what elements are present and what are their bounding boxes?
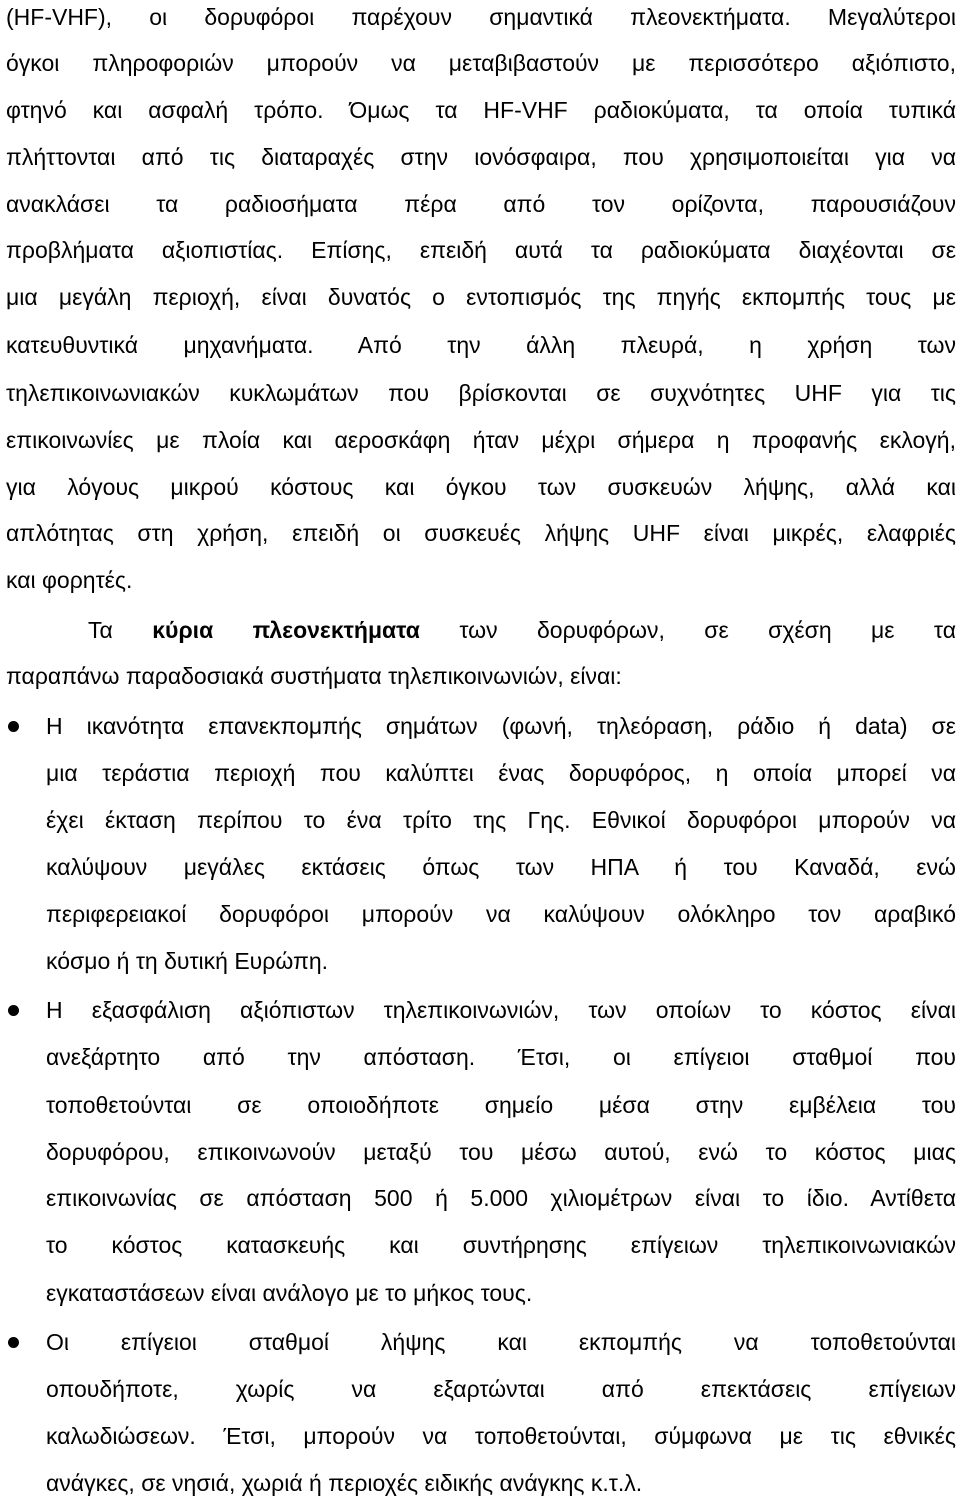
bullet-2-line-2: ανεξάρτητο από την απόσταση. Έτσι, οι επίγειοι σταθμοί που xyxy=(46,1044,956,1070)
intro-line-5: ανακλάσει τα ραδιοσήματα πέρα από τον ορίζοντα, παρουσιάζουν xyxy=(6,191,956,217)
bullet-2-line-1: Η εξασφάλιση αξιόπιστων τηλεπικοινωνιών, των οποίων το κόστος είναι xyxy=(46,997,956,1023)
bullet-3-line-2: οπουδήποτε, χωρίς να εξαρτώνται από επεκτάσεις επίγειων xyxy=(46,1376,956,1402)
bullet-3-line-4: ανάγκες, σε νησιά, χωριά ή περιοχές ειδικής ανάγκης κ.τ.λ. xyxy=(46,1470,643,1496)
intro-line-2: όγκοι πληροφοριών μπορούν να μεταβιβαστούν με περισσότερο αξιόπιστο, xyxy=(6,50,956,76)
intro-line-1: (HF-VHF), οι δορυφόροι παρέχουν σημαντικά πλεονεκτήματα. Μεγαλύτεροι xyxy=(6,4,956,30)
bullet-dot-1 xyxy=(8,721,19,732)
bullet-1-line-6: κόσμο ή τη δυτική Ευρώπη. xyxy=(46,948,329,974)
bullet-2-line-5: επικοινωνίας σε απόσταση 500 ή 5.000 χιλιομέτρων είναι το ίδιο. Αντίθετα xyxy=(46,1185,956,1211)
intro-line-8: κατευθυντικά μηχανήματα. Από την άλλη πλευρά, η χρήση των xyxy=(6,332,956,358)
bullet-dot-3 xyxy=(8,1337,19,1348)
intro-line-12: απλότητας στη χρήση, επειδή οι συσκευές λήψης UHF είναι μικρές, ελαφριές xyxy=(6,520,956,546)
bullet-1-line-3: έχει έκταση περίπου το ένα τρίτο της Γης. Εθνικοί δορυφόροι μπορούν να xyxy=(46,807,956,833)
bullet-3-line-3: καλωδιώσεων. Έτσι, μπορούν να τοποθετούνται, σύμφωνα με τις εθνικές xyxy=(46,1423,956,1449)
bullet-1-line-2: μια τεράστια περιοχή που καλύπτει ένας δορυφόρος, η οποία μπορεί να xyxy=(46,760,956,786)
bullet-3-line-1: Οι επίγειοι σταθμοί λήψης και εκπομπής να τοποθετούνται xyxy=(46,1329,956,1355)
bullet-2-line-6: το κόστος κατασκευής και συντήρησης επίγειων τηλεπικοινωνιακών xyxy=(46,1232,956,1258)
bullet-1-line-5: περιφερειακοί δορυφόροι μπορούν να καλύψουν ολόκληρο τον αραβικό xyxy=(46,901,956,927)
bullet-2-line-7: εγκαταστάσεων είναι ανάλογο με το μήκος τους. xyxy=(46,1280,533,1306)
bullet-2-line-4: δορυφόρου, επικοινωνούν μεταξύ του μέσω αυτού, ενώ το κόστος μιας xyxy=(46,1139,956,1165)
advantages-lead-line-2: παραπάνω παραδοσιακά συστήματα τηλεπικοινωνιών, είναι: xyxy=(6,663,622,689)
advantages-lead-after: των δορυφόρων, σε σχέση με τα xyxy=(419,617,956,643)
intro-line-7: μια μεγάλη περιοχή, είναι δυνατός ο εντοπισμός της πηγής εκπομπής τους με xyxy=(6,284,956,310)
intro-line-6: προβλήματα αξιοπιστίας. Επίσης, επειδή αυτά τα ραδιοκύματα διαχέονται σε xyxy=(6,237,956,263)
advantages-lead-line-1 xyxy=(88,615,956,645)
bullet-1-line-4: καλύψουν μεγάλες εκτάσεις όπως των ΗΠΑ ή του Καναδά, ενώ xyxy=(46,854,956,880)
bullet-2-line-3: τοποθετούνται σε οποιοδήποτε σημείο μέσα στην εμβέλεια του xyxy=(46,1092,956,1118)
intro-line-4: πλήττονται από τις διαταραχές στην ιονόσφαιρα, που χρησιμοποιείται για να xyxy=(6,144,956,170)
intro-line-9: τηλεπικοινωνιακών κυκλωμάτων που βρίσκονται σε συχνότητες UHF για τις xyxy=(6,380,956,406)
advantages-lead-before: Τα xyxy=(88,617,153,643)
bullet-dot-2 xyxy=(8,1005,19,1016)
intro-line-3: φτηνό και ασφαλή τρόπο. Όμως τα HF-VHF ραδιοκύματα, τα οποία τυπικά xyxy=(6,97,956,123)
advantages-lead-bold: κύρια πλεονεκτήματα xyxy=(152,617,420,643)
intro-line-13: και φορητές. xyxy=(6,567,133,593)
intro-line-10: επικοινωνίες με πλοία και αεροσκάφη ήταν μέχρι σήμερα η προφανής εκλογή, xyxy=(6,427,956,453)
intro-line-11: για λόγους μικρού κόστους και όγκου των συσκευών λήψης, αλλά και xyxy=(6,474,956,500)
bullet-1-line-1: Η ικανότητα επανεκπομπής σημάτων (φωνή, τηλεόραση, ράδιο ή data) σε xyxy=(46,713,956,739)
